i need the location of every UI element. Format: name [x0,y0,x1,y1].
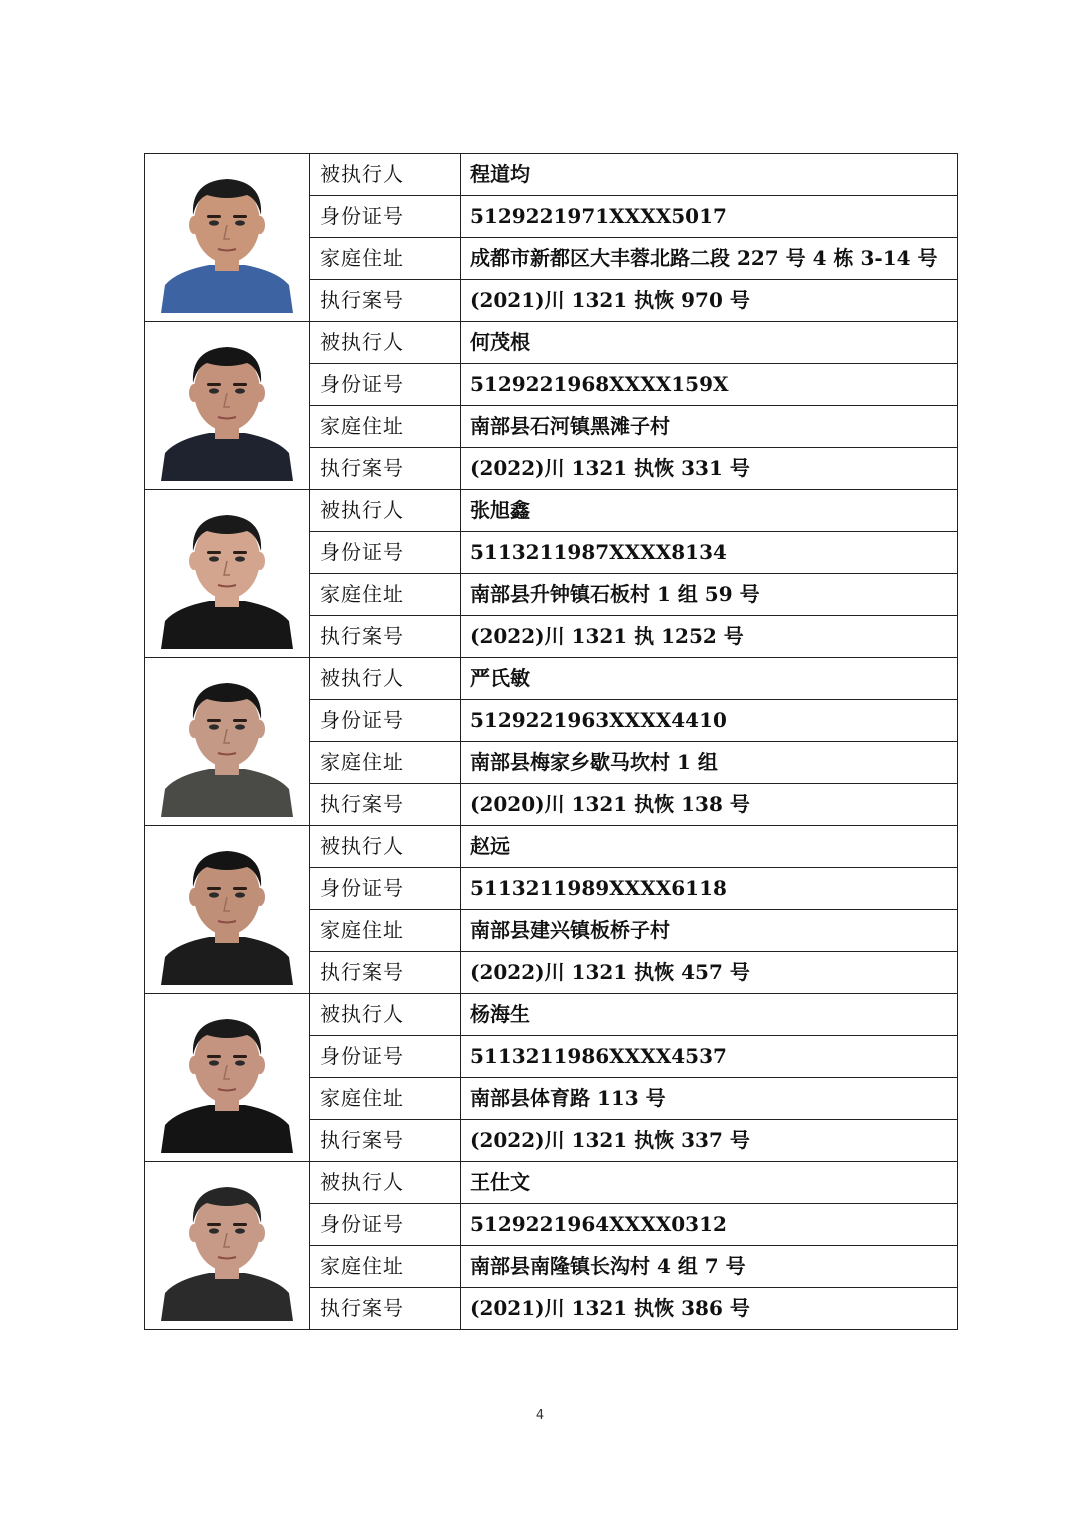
field-label-case: 执行案号 [310,616,461,658]
field-label-address: 家庭住址 [310,742,461,784]
left-brow [207,887,221,890]
right-eye [235,388,245,393]
field-value-address: 南部县梅家乡歇马坎村 1 组 [461,742,958,784]
left-brow [207,1055,221,1058]
field-value-case: (2020)川 1321 执恢 138 号 [461,784,958,826]
right-ear [255,1224,265,1242]
right-eye [235,1060,245,1065]
field-label-name: 被执行人 [310,154,461,196]
right-brow [233,1223,247,1226]
field-label-name: 被执行人 [310,322,461,364]
right-ear [255,216,265,234]
debtor-table [144,153,958,1330]
field-value-address: 南部县升钟镇石板村 1 组 59 号 [461,574,958,616]
field-value-name: 何茂根 [461,322,958,364]
portrait-photo [157,499,297,649]
field-value-name: 杨海生 [461,994,958,1036]
field-label-name: 被执行人 [310,826,461,868]
left-ear [189,1056,199,1074]
left-eye [209,892,219,897]
field-label-case: 执行案号 [310,1120,461,1162]
table-row [145,994,958,1036]
photo-cell [145,994,310,1162]
field-value-case: (2022)川 1321 执恢 337 号 [461,1120,958,1162]
left-ear [189,720,199,738]
portrait-photo [157,163,297,313]
field-value-name: 严氏敏 [461,658,958,700]
right-brow [233,383,247,386]
left-brow [207,215,221,218]
right-brow [233,719,247,722]
field-value-case: (2022)川 1321 执恢 331 号 [461,448,958,490]
field-value-id: 5129221971XXXX5017 [461,196,958,238]
photo-cell [145,154,310,322]
debtor-table-body [145,154,958,1330]
right-ear [255,384,265,402]
field-value-id: 5129221968XXXX159X [461,364,958,406]
right-eye [235,724,245,729]
right-brow [233,215,247,218]
left-brow [207,383,221,386]
field-label-name: 被执行人 [310,658,461,700]
field-value-name: 张旭鑫 [461,490,958,532]
portrait-photo [157,331,297,481]
left-ear [189,216,199,234]
field-label-name: 被执行人 [310,994,461,1036]
right-eye [235,220,245,225]
table-row [145,826,958,868]
portrait-photo [157,835,297,985]
page-number: 4 [535,1408,545,1423]
left-eye [209,1060,219,1065]
field-label-case: 执行案号 [310,952,461,994]
left-eye [209,220,219,225]
right-eye [235,556,245,561]
left-brow [207,719,221,722]
right-eye [235,892,245,897]
field-value-id: 5113211986XXXX4537 [461,1036,958,1078]
right-ear [255,1056,265,1074]
field-value-case: (2021)川 1321 执恢 970 号 [461,280,958,322]
field-value-address: 南部县体育路 113 号 [461,1078,958,1120]
field-value-id: 5129221964XXXX0312 [461,1204,958,1246]
photo-cell [145,658,310,826]
right-brow [233,887,247,890]
portrait-photo [157,667,297,817]
left-eye [209,388,219,393]
left-eye [209,1228,219,1233]
right-brow [233,1055,247,1058]
field-label-id: 身份证号 [310,700,461,742]
field-value-address: 南部县建兴镇板桥子村 [461,910,958,952]
right-ear [255,720,265,738]
table-row [145,154,958,196]
field-label-case: 执行案号 [310,1288,461,1330]
table-row [145,322,958,364]
photo-cell [145,826,310,994]
field-label-case: 执行案号 [310,784,461,826]
field-label-address: 家庭住址 [310,574,461,616]
field-label-address: 家庭住址 [310,1246,461,1288]
left-ear [189,552,199,570]
field-value-name: 王仕文 [461,1162,958,1204]
left-eye [209,556,219,561]
field-label-id: 身份证号 [310,1036,461,1078]
table-row [145,658,958,700]
field-label-id: 身份证号 [310,364,461,406]
field-value-address: 成都市新都区大丰蓉北路二段 227 号 4 栋 3-14 号 [461,238,958,280]
field-value-case: (2022)川 1321 执 1252 号 [461,616,958,658]
field-label-name: 被执行人 [310,1162,461,1204]
field-label-case: 执行案号 [310,280,461,322]
field-label-id: 身份证号 [310,196,461,238]
photo-cell [145,322,310,490]
field-value-address: 南部县石河镇黑滩子村 [461,406,958,448]
field-label-id: 身份证号 [310,1204,461,1246]
right-eye [235,1228,245,1233]
photo-cell [145,490,310,658]
field-value-address: 南部县南隆镇长沟村 4 组 7 号 [461,1246,958,1288]
right-brow [233,551,247,554]
field-label-address: 家庭住址 [310,1078,461,1120]
photo-cell [145,1162,310,1330]
field-label-name: 被执行人 [310,490,461,532]
field-label-address: 家庭住址 [310,238,461,280]
field-value-case: (2021)川 1321 执恢 386 号 [461,1288,958,1330]
left-brow [207,1223,221,1226]
field-value-name: 程道均 [461,154,958,196]
left-ear [189,888,199,906]
field-value-name: 赵远 [461,826,958,868]
field-value-id: 5113211989XXXX6118 [461,868,958,910]
field-value-case: (2022)川 1321 执恢 457 号 [461,952,958,994]
field-value-id: 5113211987XXXX8134 [461,532,958,574]
right-ear [255,888,265,906]
field-label-address: 家庭住址 [310,406,461,448]
field-label-address: 家庭住址 [310,910,461,952]
left-ear [189,1224,199,1242]
field-label-id: 身份证号 [310,868,461,910]
portrait-photo [157,1171,297,1321]
field-value-id: 5129221963XXXX4410 [461,700,958,742]
left-ear [189,384,199,402]
table-row [145,1162,958,1204]
field-label-id: 身份证号 [310,532,461,574]
left-eye [209,724,219,729]
portrait-photo [157,1003,297,1153]
table-row [145,490,958,532]
left-brow [207,551,221,554]
field-label-case: 执行案号 [310,448,461,490]
right-ear [255,552,265,570]
